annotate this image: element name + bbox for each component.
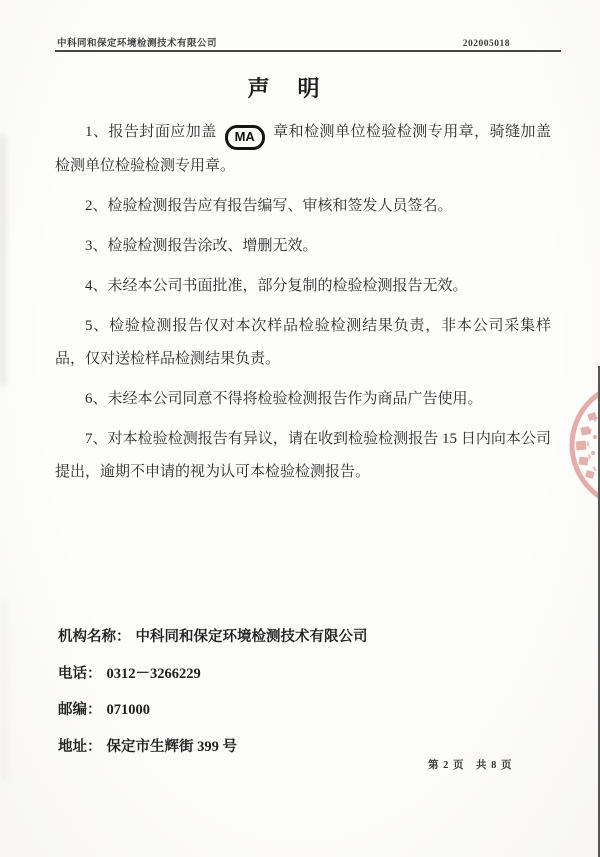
item-number: 7、 bbox=[85, 431, 108, 447]
contact-postcode-label: 邮编： bbox=[58, 702, 102, 718]
item-text: 检验检测报告仅对本次样品检验检测结果负责，非本公司采集样品，仅对送检样品检测结果负责。 bbox=[55, 318, 551, 367]
scan-shadow-artifact bbox=[0, 135, 9, 385]
item-text: 报告封面应加盖 bbox=[108, 124, 217, 140]
statement-item-5 bbox=[55, 310, 551, 376]
header-report-number: 202005018 bbox=[462, 39, 510, 49]
item-text: 章和检测单位检验检测专用章，骑缝加盖检测单位检验检测专用章。 bbox=[55, 124, 551, 174]
contact-org-label: 机构名称： bbox=[58, 629, 131, 645]
contact-block bbox=[58, 629, 368, 775]
footer-page-number: 第 2 页 共 8 页 bbox=[428, 760, 513, 771]
contact-address-row bbox=[58, 739, 368, 756]
scan-shadow-artifact-2 bbox=[2, 600, 9, 780]
statement-item-4 bbox=[55, 270, 551, 303]
cma-mark-icon bbox=[225, 125, 265, 150]
statement-item-6 bbox=[55, 383, 551, 416]
contact-address-label: 地址： bbox=[58, 738, 102, 755]
header-company-name: 中科同和保定环境检测技术有限公司 bbox=[57, 39, 218, 49]
contact-postcode-row bbox=[58, 702, 368, 719]
contact-address-value: 保定市生辉街 399 号 bbox=[106, 738, 237, 755]
item-text: 检验检测报告应有报告编写、审核和签发人员签名。 bbox=[107, 198, 453, 214]
item-number: 1、 bbox=[85, 124, 109, 140]
statement-item-7 bbox=[55, 423, 551, 489]
contact-phone-value: 0312－3266229 bbox=[106, 665, 201, 682]
page-header bbox=[57, 35, 510, 49]
item-text: 检验检测报告涂改、增删无效。 bbox=[107, 238, 318, 254]
item-number: 5、 bbox=[85, 318, 110, 334]
statement-item-3 bbox=[55, 230, 551, 263]
contact-org-row bbox=[58, 629, 368, 646]
statement-item-2 bbox=[55, 190, 551, 223]
red-seal-stamp bbox=[560, 375, 600, 525]
item-number: 3、 bbox=[85, 238, 108, 254]
statement-item-1 bbox=[55, 116, 551, 183]
item-number: 2、 bbox=[85, 198, 108, 214]
page-title: 声 明 bbox=[247, 76, 323, 101]
header-rule bbox=[55, 50, 561, 52]
item-text: 未经本公司同意不得将检验检测报告作为商品广告使用。 bbox=[107, 391, 483, 407]
item-text: 对本检验检测报告有异议，请在收到检验检测报告 15 日内向本公司提出，逾期不申请的视为认可本检验检测报告。 bbox=[55, 431, 551, 480]
contact-postcode-value: 071000 bbox=[106, 702, 150, 718]
item-number: 4、 bbox=[85, 278, 108, 294]
item-text: 未经本公司书面批准，部分复制的检验检测报告无效。 bbox=[107, 278, 468, 294]
contact-phone-label: 电话： bbox=[58, 665, 102, 682]
item-number: 6、 bbox=[85, 391, 108, 407]
contact-phone-row bbox=[58, 666, 368, 683]
contact-org-value: 中科同和保定环境检测技术有限公司 bbox=[135, 629, 368, 645]
cma-mark-text: MA bbox=[234, 129, 255, 144]
statement-body bbox=[55, 116, 551, 496]
